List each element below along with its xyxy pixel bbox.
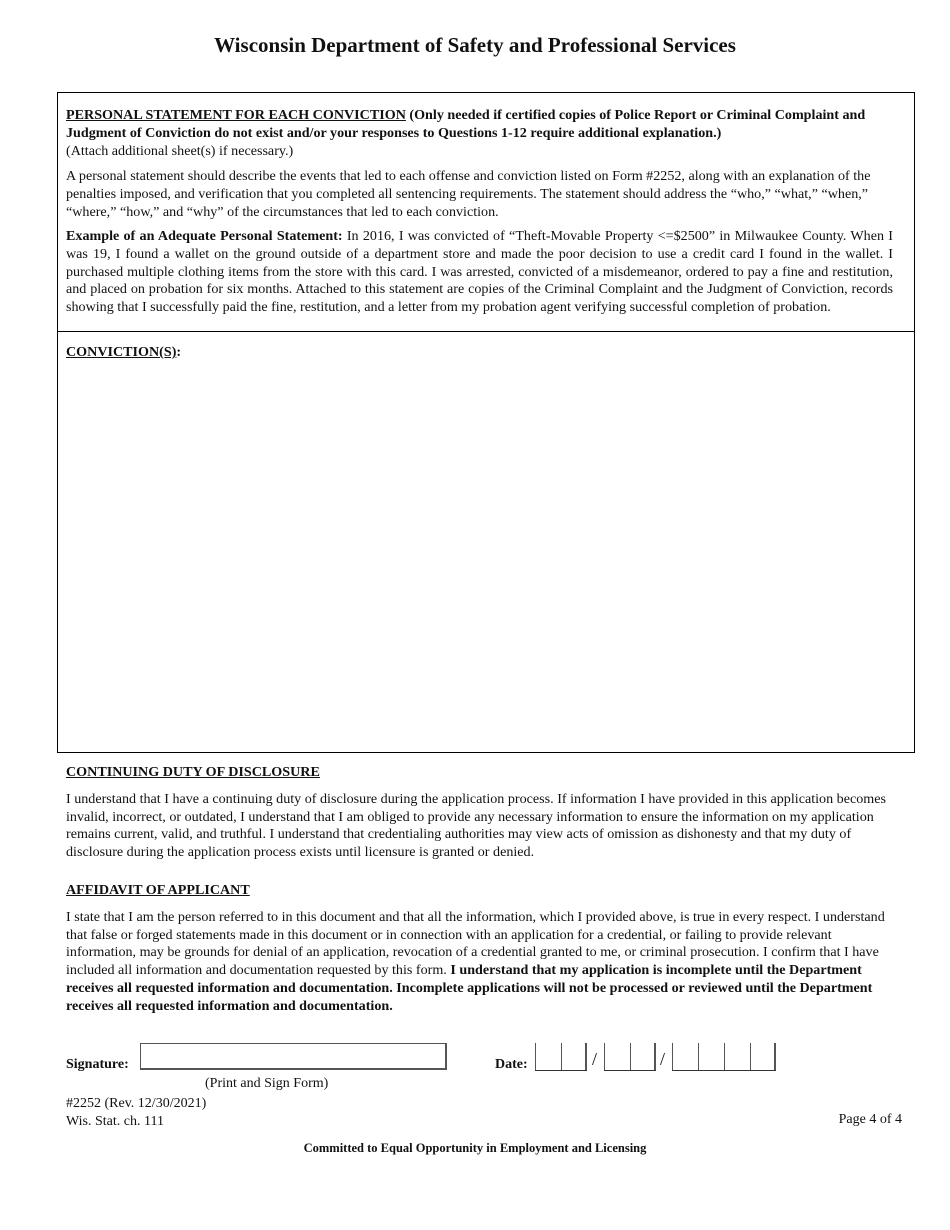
statute-reference: Wis. Stat. ch. 111 bbox=[66, 1113, 164, 1129]
page-number: Page 4 of 4 bbox=[838, 1112, 902, 1127]
personal-statement-description: A personal statement should describe the events that led to each offense and conviction listed on Form #2252, along with an explanation of the penalties imposed, and verification that you completed all sentencing requirements. The statement should address the “who,” “what,” “when,” “where,” “how,” and “why” of the circumstances that led to each conviction. bbox=[66, 168, 871, 220]
date-month-digit-2[interactable] bbox=[561, 1043, 587, 1070]
convictions-colon: : bbox=[176, 344, 182, 360]
personal-statement-box bbox=[57, 92, 915, 332]
personal-statement-heading: PERSONAL STATEMENT FOR EACH CONVICTION bbox=[66, 107, 406, 123]
date-day-digit-1[interactable] bbox=[604, 1043, 630, 1070]
affidavit-heading: AFFIDAVIT OF APPLICANT bbox=[66, 882, 250, 898]
form-revision: #2252 (Rev. 12/30/2021) bbox=[66, 1096, 207, 1111]
attach-note: (Attach additional sheet(s) if necessary.) bbox=[66, 142, 294, 159]
date-year-input[interactable] bbox=[672, 1043, 776, 1071]
personal-statement-heading-note: (Only needed if certified copies of Police Report or Criminal Complaint and Judgment of Conviction do not exist and/or your responses to Questions 1-12 require additional explanation.) bbox=[66, 107, 866, 141]
signature-input[interactable] bbox=[140, 1043, 447, 1070]
affidavit-text bbox=[66, 909, 903, 1016]
print-sign-note: (Print and Sign Form) bbox=[205, 1076, 329, 1091]
signature-row bbox=[66, 1043, 906, 1073]
date-year-digit-3[interactable] bbox=[724, 1043, 750, 1070]
personal-statement-heading-block bbox=[66, 107, 893, 160]
duty-section bbox=[66, 764, 903, 862]
convictions-field[interactable] bbox=[57, 332, 915, 753]
example-label: Example of an Adequate Personal Statement: bbox=[66, 228, 343, 244]
convictions-heading-block bbox=[66, 344, 893, 362]
page-title: Wisconsin Department of Safety and Professional Services bbox=[214, 33, 736, 57]
convictions-heading: CONVICTION(S) bbox=[66, 344, 177, 360]
signature-label: Signature: bbox=[66, 1057, 129, 1072]
date-month-input[interactable] bbox=[535, 1043, 587, 1071]
date-day-input[interactable] bbox=[604, 1043, 656, 1071]
date-month-digit-1[interactable] bbox=[535, 1043, 561, 1070]
personal-statement-example bbox=[66, 228, 893, 317]
date-year-digit-4[interactable] bbox=[750, 1043, 776, 1070]
date-day-digit-2[interactable] bbox=[630, 1043, 656, 1070]
date-separator-2: / bbox=[660, 1049, 666, 1069]
affidavit-section bbox=[66, 882, 903, 1016]
date-year-digit-1[interactable] bbox=[672, 1043, 698, 1070]
affidavit-bold-notice: I understand that my application is incomplete until the Department receives all requested information and documentation. Incomplete applications will not be processed or reviewed until the Department receives all requested information and documentation. bbox=[66, 962, 873, 1014]
date-label: Date: bbox=[495, 1057, 528, 1072]
duty-heading: CONTINUING DUTY OF DISCLOSURE bbox=[66, 764, 320, 780]
date-year-digit-2[interactable] bbox=[698, 1043, 724, 1070]
example-text: In 2016, I was convicted of “Theft-Movable Property <=$2500” in Milwaukee County. When I was 19, I found a wallet on the ground outside of a department store and made the poor decision to use a credit card I found in the wallet. I purchased multiple clothing items from the store with this card. I was arrested, convicted of a misdemeanor, ordered to pay a fine and restitution, and placed on probation for six months. Attached to this statement are copies of the Criminal Complaint and the Judgment of Conviction, records showing that I successfully paid the fine, restitution, and a letter from my probation agent verifying successful completion of probation. bbox=[66, 228, 893, 316]
affidavit-body: I state that I am the person referred to in this document and that all the information, which I provided above, is true in every respect. I understand that false or forged statements made in this document or in connection with an application for a credential, or failing to provide relevant information, may be grounds for denial of an application, revocation of a credential granted to me, or criminal prosecution. I confirm that I have included all information and documentation requested by this form. bbox=[66, 908, 885, 979]
form-revision-block bbox=[66, 1095, 206, 1130]
date-separator-1: / bbox=[592, 1049, 598, 1069]
footer-committed: Committed to Equal Opportunity in Employment and Licensing bbox=[303, 1141, 647, 1155]
duty-text: I understand that I have a continuing duty of disclosure during the application process. If information I have provided in this application becomes invalid, incorrect, or outdated, I understand that I am obliged to provide any necessary information to ensure the information on my application remains current, valid, and truthful. I understand that credentialing authorities may view acts of omission as dishonesty and that my duty of disclosure during the application process exists until licensure is granted or denied. bbox=[66, 790, 886, 861]
